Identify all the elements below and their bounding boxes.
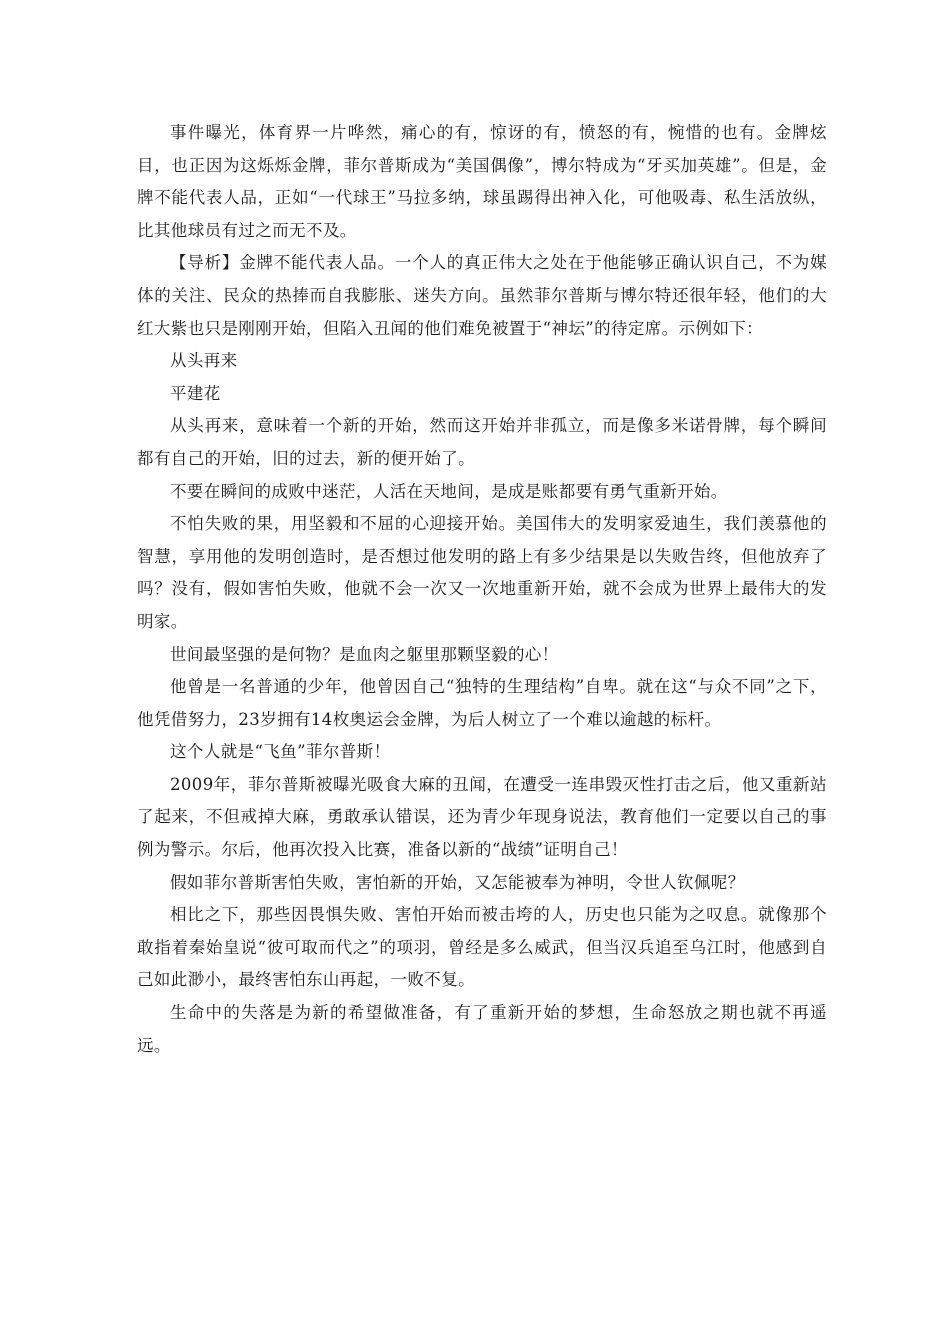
paragraph: 不怕失败的果，用坚毅和不屈的心迎接开始。美国伟大的发明家爱迪生，我们羡慕他的智慧，享用他的发明创造时，是否想过他发明的路上有多少结果是以失败告终，但他放弃了吗？没有，假如害怕失败，他就不会一次又一次地重新开始，就不会成为世界上最伟大的发明家。 — [137, 514, 827, 631]
paragraph: 相比之下，那些因畏惧失败、害怕开始而被击垮的人，历史也只能为之叹息。就像那个敢指着秦始皇说“彼可取而代之”的项羽，曾经是多么威武，但当汉兵追至乌江时，他感到自己如此渺小，最终害怕东山再起，一败不复。 — [137, 905, 827, 990]
paragraph: 2009年，菲尔普斯被曝光吸食大麻的丑闻，在遭受一连串毁灭性打击之后，他又重新站了起来，不但戒掉大麻，勇敢承认错误，还为青少年现身说法，教育他们一定要以自己的事例为警示。尔后，他再次投入比赛，准备以新的“战绩”证明自己！ — [137, 774, 827, 860]
paragraph: 生命中的失落是为新的希望做准备，有了重新开始的梦想，生命怒放之期也就不再遥远。 — [137, 1003, 827, 1055]
paragraph: 这个人就是“飞鱼”菲尔普斯！ — [170, 742, 391, 762]
paragraph-intro: 事件曝光，体育界一片哗然，痛心的有，惊讶的有，愤怒的有，惋惜的也有。金牌炫目，也正因为这烁烁金牌，菲尔普斯成为“美国偶像”，博尔特成为“牙买加英雄”。但是，金牌不能代表人品，正如“一代球王”马拉多纳，球虽踢得出神入化，可他吸毒、私生活放纵，比其他球员有过之而无不及。 — [137, 123, 827, 240]
essay-title: 从头再来 — [170, 351, 238, 371]
document-body — [137, 117, 827, 1062]
paragraph: 世间最坚强的是何物？是血肉之躯里那颗坚毅的心！ — [170, 644, 559, 664]
paragraph: 假如菲尔普斯害怕失败，害怕新的开始，又怎能被奉为神明，令世人钦佩呢？ — [170, 872, 745, 892]
paragraph: 他曾是一名普通的少年，他曾因自己“独特的生理结构”自卑。就在这“与众不同”之下，他凭借努力，23岁拥有14枚奥运会金牌，为后人树立了一个难以逾越的标杆。 — [137, 677, 827, 729]
paragraph: 不要在瞬间的成败中迷茫，人活在天地间，是成是账都要有勇气重新开始。 — [170, 481, 728, 501]
paragraph-analysis: 【导析】金牌不能代表人品。一个人的真正伟大之处在于他能够正确认识自己，不为媒体的关注、民众的热捧而自我膨胀、迷失方向。虽然菲尔普斯与博尔特还很年轻，他们的大红大紫也只是刚刚开始，但陷入丑闻的他们难免被置于“神坛”的待定席。示例如下： — [137, 253, 827, 338]
paragraph: 从头再来，意味着一个新的开始，然而这开始并非孤立，而是像多米诺骨牌，每个瞬间都有自己的开始，旧的过去，新的便开始了。 — [137, 416, 827, 468]
essay-author: 平建花 — [170, 383, 221, 403]
